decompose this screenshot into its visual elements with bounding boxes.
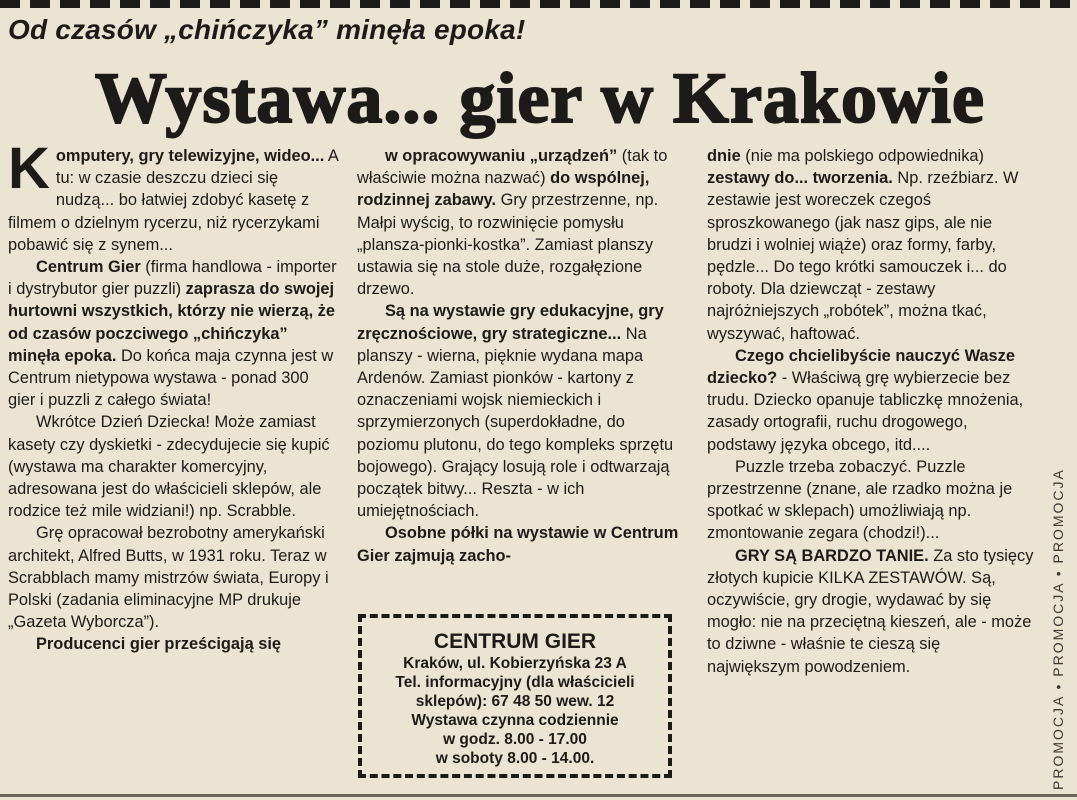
info-box-phone-label: Tel. informacyjny (dla właścicieli [395, 674, 635, 691]
headline: Wystawa... gier w Krakowie [95, 58, 985, 138]
article-column-3 [707, 145, 1037, 678]
paragraph: Wkrótce Dzień Dziecka! Może zamiast kasety czy dyskietki - zdecydujecie się kupić (wystawa ma charakter komercyjny, adresowana jest do właścicieli sklepów, ale rodzice też mile widziani!) np. Scrabble. [8, 413, 330, 521]
kicker: Od czasów „chińczyka” minęła epoka! [8, 14, 526, 45]
paragraph: Producenci gier prześcigają się [36, 635, 282, 654]
paragraph: Grę opracował bezrobotny amerykański architekt, Alfred Butts, w 1931 roku. Teraz w Scrabblach mamy mistrzów świata, Europy i Polski (zadania eliminacyjne MP drukuje „Gazeta Wyborcza”). [8, 524, 329, 632]
info-box [358, 614, 672, 778]
paragraph: Centrum Gier (firma handlowa - importer i dystrybutor gier puzzli) zaprasza do swojej hurtowni wszystkich, którzy nie wierzą, że od czasów poczciwego „chińczyka” minęła epoka. Do końca maja czynna jest w Centrum nietypowa wystawa - ponad 300 gier i puzzli z całego świata! [8, 258, 337, 410]
article-column-1 [8, 136, 338, 656]
paragraph: dnie (nie ma polskiego odpowiednika) zestawy do... tworzenia. Np. rzeźbiarz. W zestawie jest woreczek czegoś sproszkowanego (jak nasz gips, ale nie brudzi i wolniej wiąże) oraz formy, farby, pędzle... Do tego krótki samouczek i... do roboty. Dla dziewcząt - zestawy najróżniejszych „robótek”, można tkać, wyszywać, haftować. [707, 147, 1019, 343]
paragraph: Są na wystawie gry edukacyjne, gry zręcznościowe, gry strategiczne... Na planszy - wierna, pięknie wydana mapa Ardenów. Zamiast pionków - kartony z oznaczeniami wojsk niemieckich i sprzymierzonych (superdokładne, do poziomu plutonu, do tego kompleks sprzętu bojowego). Grający losują role i odtwarzają początek bitwy... Reszta - w ich umiejętnościach. [357, 302, 674, 521]
paragraph: Osobne półki na wystawie w Centrum Gier zajmują zacho- [357, 524, 679, 565]
article-column-2 [357, 145, 685, 567]
drop-cap: K [8, 136, 50, 201]
info-box-title: CENTRUM GIER [433, 630, 597, 653]
bottom-rule [0, 794, 1077, 797]
paragraph: Czego chcielibyście nauczyć Wasze dziecko? - Właściwą grę wybierzecie bez trudu. Dziecko opanuje tabliczkę mnożenia, zasady ortografii, ruchu drogowego, podstawy języka obcego, itd.... [707, 346, 1024, 454]
info-box-address: Kraków, ul. Kobierzyńska 23 A [403, 655, 627, 672]
paragraph: GRY SĄ BARDZO TANIE. Za sto tysięcy złotych kupicie KILKA ZESTAWÓW. Są, oczywiście, gry drogie, wydawać by się mogło: nie na przeciętną kieszeń, ale - może to dziwne - właśnie te cieszą się największym powodzeniem. [707, 546, 1034, 676]
paragraph: Puzzle trzeba zobaczyć. Puzzle przestrzenne (znane, ale rzadko można je spotkać w sklepach) umożliwiają np. zmontowanie zegara (chodzi!)... [707, 457, 1013, 543]
top-dashed-rule [0, 0, 1077, 8]
info-box-phone: sklepów): 67 48 50 wew. 12 [415, 693, 615, 710]
paragraph: Komputery, gry telewizyjne, wideo... A tu: w czasie deszczu dzieci się nudzą... bo łatwiej zdobyć kasetę z filmem o dzielnym rycerzu, niż rycerzykami pobawić się z synem... [8, 136, 338, 254]
info-box-hours-label: Wystawa czynna codziennie [411, 712, 619, 729]
info-box-weekday-hours: w godz. 8.00 - 17.00 [443, 731, 587, 748]
side-promo-label: PROMOCJA • PROMOCJA • PROMOCJA [1050, 468, 1066, 790]
paragraph: w opracowywaniu „urządzeń” (tak to właściwie można nazwać) do wspólnej, rodzinnej zabawy. Gry przestrzenne, np. Małpi wyścig, to rozwinięcie pomysłu „plansza-pionki-kostka”. Zamiast planszy ustawia się na stole duże, rozgałęzione drzewo. [357, 147, 668, 299]
info-box-saturday-hours: w soboty 8.00 - 14.00. [435, 750, 595, 767]
